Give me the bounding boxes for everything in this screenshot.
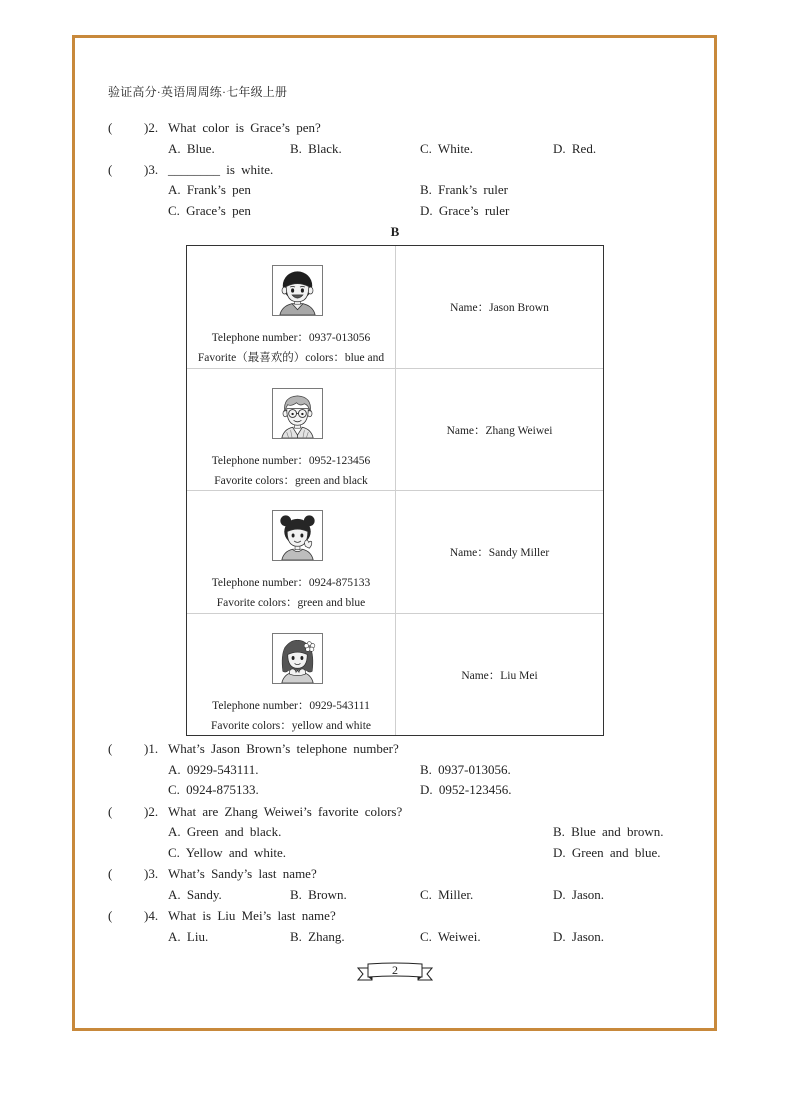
option-b: B. Blue and brown. xyxy=(553,824,664,839)
answer-bracket-open: ( xyxy=(108,866,113,881)
answer-bracket-close-number xyxy=(144,162,158,178)
question-stem: What’s Sandy’s last name? xyxy=(168,866,317,881)
option-b: B. Zhang. xyxy=(290,929,345,944)
question-a-3 xyxy=(0,162,790,224)
question-number: 2. xyxy=(148,804,159,819)
answer-bracket-open: ( xyxy=(108,741,113,756)
answer-bracket-close: ) xyxy=(144,866,149,881)
page-header: 验证高分·英语周周练·七年级上册 xyxy=(108,85,288,99)
contact-info-table xyxy=(186,245,604,736)
question-b-1 xyxy=(0,741,790,803)
table-cell-name xyxy=(396,614,603,736)
question-stem: What are Zhang Weiwei’s favorite colors? xyxy=(168,804,403,819)
table-row xyxy=(187,368,603,491)
option-c: C. 0924-875133. xyxy=(168,782,259,797)
option-d: D. 0952-123456. xyxy=(420,782,512,797)
telephone-number: Telephone number：0937-013056 xyxy=(211,332,371,344)
option-a: A. Blue. xyxy=(168,141,215,156)
answer-bracket-close-number xyxy=(144,866,158,882)
girl-with-flower-portrait-icon xyxy=(273,634,322,683)
answer-bracket-close-number xyxy=(144,120,158,136)
avatar-sandy-miller xyxy=(272,510,323,561)
answer-bracket-close: ) xyxy=(144,908,149,923)
table-cell-name xyxy=(396,491,603,613)
option-a: A. Green and black. xyxy=(168,824,282,839)
answer-bracket-open: ( xyxy=(108,162,113,177)
option-d: D. Green and blue. xyxy=(553,845,661,860)
answer-bracket-open: ( xyxy=(108,908,113,923)
boy-with-glasses-portrait-icon xyxy=(273,389,322,438)
answer-bracket-open: ( xyxy=(108,120,113,135)
question-stem: ________ is white. xyxy=(168,162,274,177)
table-cell-name xyxy=(396,369,603,491)
option-c: C. Grace’s pen xyxy=(168,203,251,218)
question-stem: What is Liu Mei’s last name? xyxy=(168,908,336,923)
answer-bracket-close: ) xyxy=(144,741,149,756)
option-c: C. Yellow and white. xyxy=(168,845,287,860)
page-number-ribbon xyxy=(357,961,433,983)
option-a: A. 0929-543111. xyxy=(168,762,259,777)
favorite-colors: Favorite colors：green and blue xyxy=(216,597,366,609)
answer-bracket-close: ) xyxy=(144,804,149,819)
option-d: D. Jason. xyxy=(553,929,605,944)
avatar-zhang-weiwei xyxy=(272,388,323,439)
table-row xyxy=(187,490,603,613)
answer-bracket-open: ( xyxy=(108,804,113,819)
table-row xyxy=(187,246,603,368)
favorite-colors: Favorite（最喜欢的）colors：blue and xyxy=(197,352,385,364)
question-number: 4. xyxy=(148,908,159,923)
option-a: A. Liu. xyxy=(168,929,209,944)
option-d: D. Red. xyxy=(553,141,597,156)
person-name: Name：Sandy Miller xyxy=(449,547,550,559)
telephone-number: Telephone number：0929-543111 xyxy=(212,699,370,712)
answer-bracket-close: ) xyxy=(144,120,149,135)
question-stem: What color is Grace’s pen? xyxy=(168,120,321,135)
person-name: Name：Zhang Weiwei xyxy=(446,424,553,437)
telephone-number: Telephone number：0952-123456 xyxy=(211,454,371,467)
table-cell-name xyxy=(396,246,603,368)
option-a: A. Frank’s pen xyxy=(168,182,251,197)
avatar-liu-mei xyxy=(272,633,323,684)
option-b: B. Brown. xyxy=(290,887,347,902)
boy-portrait-icon xyxy=(273,266,322,315)
option-c: C. Miller. xyxy=(420,887,474,902)
telephone-number: Telephone number：0924-875133 xyxy=(211,577,371,589)
answer-bracket-close-number xyxy=(144,741,158,757)
question-stem: What’s Jason Brown’s telephone number? xyxy=(168,741,399,756)
favorite-colors: Favorite colors：yellow and white xyxy=(210,719,371,732)
option-b: B. Frank’s ruler xyxy=(420,182,508,197)
answer-bracket-close: ) xyxy=(144,162,149,177)
question-b-2 xyxy=(0,804,790,866)
option-c: C. Weiwei. xyxy=(420,929,481,944)
option-d: D. Jason. xyxy=(553,887,605,902)
avatar-jason-brown xyxy=(272,265,323,316)
question-number: 2. xyxy=(148,120,159,135)
table-row xyxy=(187,613,603,736)
question-number: 1. xyxy=(148,741,159,756)
option-b: B. Black. xyxy=(290,141,342,156)
table-cell-details xyxy=(187,369,396,491)
option-b: B. 0937-013056. xyxy=(420,762,511,777)
question-number: 3. xyxy=(148,866,159,881)
answer-bracket-close-number xyxy=(144,804,158,820)
person-name: Name：Liu Mei xyxy=(461,669,538,682)
option-c: C. White. xyxy=(420,141,473,156)
table-cell-details xyxy=(187,246,396,368)
girl-with-buns-portrait-icon xyxy=(273,511,322,560)
option-a: A. Sandy. xyxy=(168,887,222,902)
question-number: 3. xyxy=(148,162,159,177)
person-name: Name：Jason Brown xyxy=(450,302,549,314)
table-cell-details xyxy=(187,614,396,736)
answer-bracket-close-number xyxy=(144,908,158,924)
page-number: 2 xyxy=(392,963,398,977)
table-cell-details xyxy=(187,491,396,613)
favorite-colors: Favorite colors：green and black xyxy=(214,474,368,487)
section-b-label: B xyxy=(390,224,400,239)
option-d: D. Grace’s ruler xyxy=(420,203,510,218)
